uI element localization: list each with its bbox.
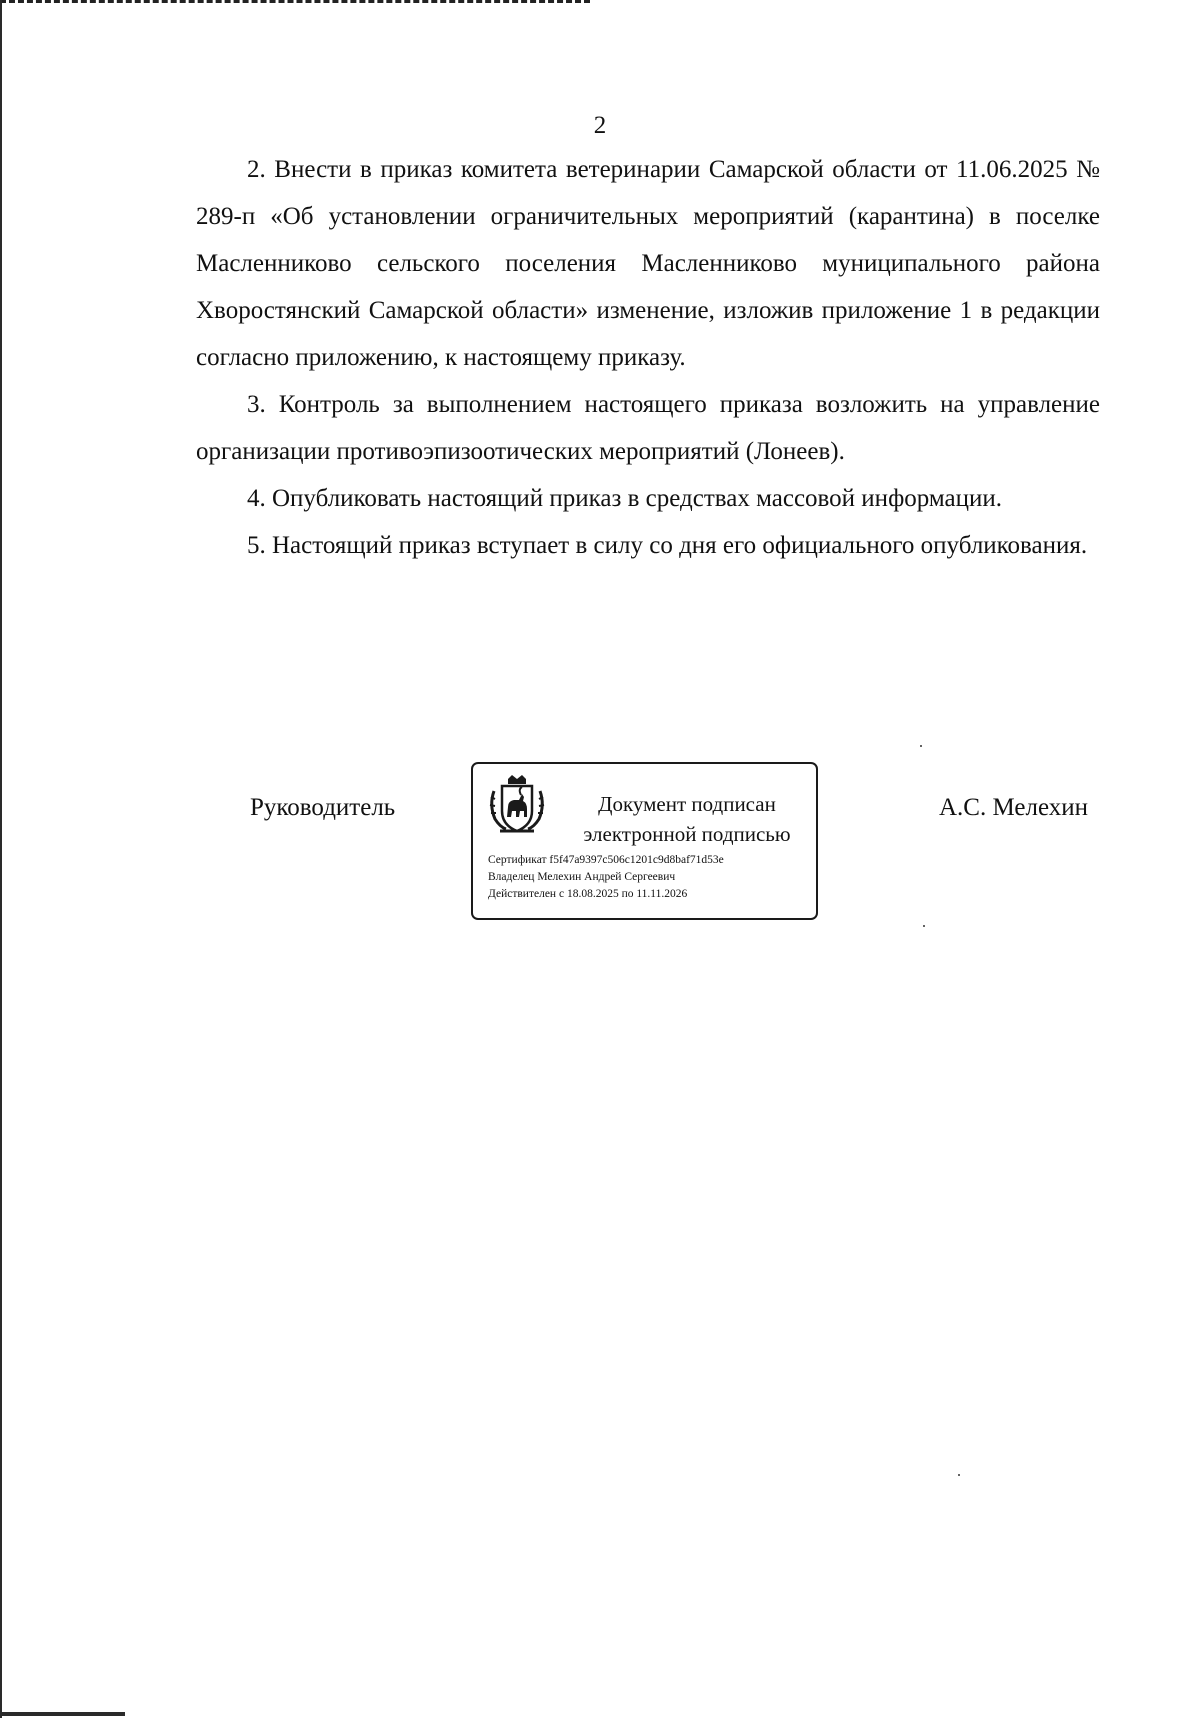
stamp-certificate: Сертификат f5f47a9397c506c1201c9d8baf71d53e [488,854,724,866]
paragraph-4: 4. Опубликовать настоящий приказ в средствах массовой информации. [247,485,1003,512]
signatory-role: Руководитель [250,794,396,821]
samara-coat-of-arms-icon [486,773,548,837]
stamp-details [488,852,813,903]
paragraph-5: 5. Настоящий приказ вступает в силу со дня его официального опубликования. [247,532,1088,559]
electronic-signature-stamp [471,762,818,920]
scan-edge-bottom [0,1712,125,1716]
scan-edge-top [0,0,590,3]
stamp-owner: Владелец Мелехин Андрей Сергеевич [488,871,676,883]
stamp-title-line2: электронной подписью [583,822,791,846]
stamp-title-line1: Документ подписан [598,792,776,816]
page-number: 2 [593,112,607,139]
stamp-validity: Действителен с 18.08.2025 по 11.11.2026 [488,888,688,900]
scan-speck [958,1474,960,1476]
signatory-name: А.С. Мелехин [939,794,1088,821]
stamp-title [558,789,816,849]
paragraph-3: 3. Контроль за выполнением настоящего приказа возложить на управление организации противоэпизоотических мероприятий (Лонеев). [196,391,1100,465]
scan-speck [920,745,922,747]
document-body [196,146,1100,569]
paragraph-2: 2. Внести в приказ комитета ветеринарии Самарской области от 11.06.2025 № 289-п «Об установлении ограничительных мероприятий (карантина) в поселке Масленниково сельского поселения Масленниково муниципального района Хворостянский Самарской области» изменение, изложив приложение 1 в редакции согласно приложению, к настоящему приказу. [196,156,1100,371]
scan-edge-left [0,0,2,1718]
scan-speck [923,925,925,927]
